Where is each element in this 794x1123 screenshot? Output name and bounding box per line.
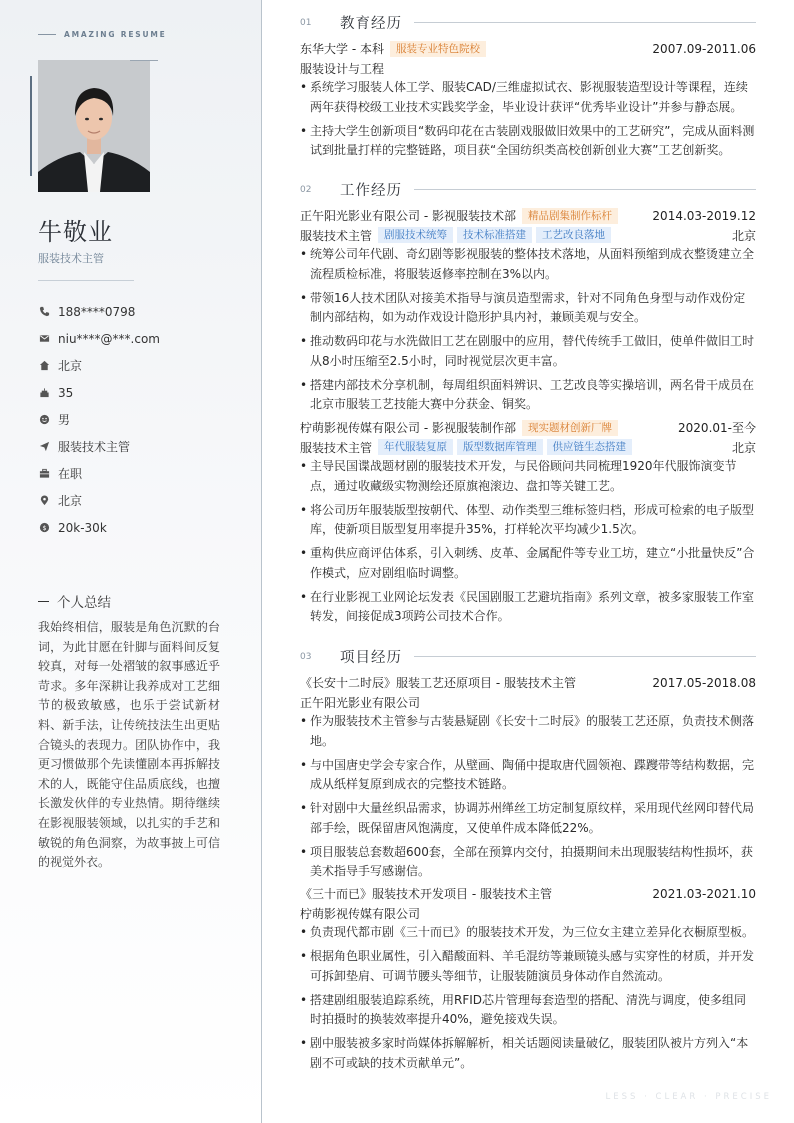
project-date: 2017.05-2018.08 (652, 675, 756, 690)
section-education-heading (300, 12, 756, 33)
list-item: • 剧中服装被多家时尚媒体拆解解析，相关话题阅读量破亿，服装团队被片方列入“本剧不可或缺的技术贡献单元”。 (300, 1034, 756, 1073)
work-role-row (300, 438, 756, 458)
work-header-row (300, 206, 756, 226)
photo-accent-bar (30, 76, 32, 176)
info-hometown (38, 352, 160, 379)
phone-icon (38, 306, 50, 318)
project-bullets (300, 712, 756, 882)
section-rule (414, 22, 756, 23)
work-date: 2014.03-2019.12 (652, 208, 756, 223)
education-entry (300, 39, 756, 165)
location-pin-icon (38, 495, 50, 507)
project-name: 《长安十二时辰》服装工艺还原项目 - 服装技术主管 (300, 676, 576, 691)
cake-icon (38, 387, 50, 399)
work-bullets (300, 457, 756, 627)
send-icon (38, 441, 50, 453)
profile-photo (38, 60, 150, 192)
list-item: • 将公司历年服装版型按朝代、体型、动作类型三维标签归档，形成可检索的电子版型库，使新项目版型复用率提升35%，打样轮次平均减少1.5次。 (300, 501, 756, 540)
project-company: 正午阳光影业有限公司 (300, 695, 421, 710)
work-header-row (300, 418, 756, 438)
list-item: • 主导民国谍战题材剧的服装技术开发，与民俗顾问共同梳理1920年代服饰演变节点，通过收藏级实物测绘还原旗袍滚边、盘扣等关键工艺。 (300, 457, 756, 496)
project-header-row (300, 673, 756, 693)
project-company: 柠萌影视传媒有限公司 (300, 906, 421, 921)
gender-icon (38, 414, 50, 426)
info-status-text: 在职 (58, 467, 83, 481)
brand-line (38, 34, 56, 35)
work-company-tag: 精品剧集制作标杆 (522, 208, 618, 224)
info-position (38, 433, 160, 460)
section-title: 教育经历 (340, 16, 402, 32)
briefcase-icon (38, 468, 50, 480)
section-number: 01 (300, 17, 312, 28)
list-item: • 根据角色职业属性，引入醋酸面料、羊毛混纺等兼顾镜头感与实穿性的材质，并开发可拆卸垫肩、可调节腰头等细节，让服装随演员身体动作自然流动。 (300, 947, 756, 986)
home-icon (38, 360, 50, 372)
avatar (38, 60, 150, 192)
education-school: 东华大学 - 本科 (300, 42, 384, 57)
work-entry-1 (300, 206, 756, 419)
work-role-tag: 版型数据库管理 (457, 439, 543, 455)
list-item: • 系统学习服装人体工学、服装CAD/三维虚拟试衣、影视服装造型设计等课程，连续两年获得校级工业技术实践奖学金，毕业设计获评“优秀毕业设计”并参与静态展。 (300, 78, 756, 117)
info-position-text: 服装技术主管 (58, 440, 131, 454)
info-age (38, 379, 160, 406)
summary-text: 我始终相信，服装是角色沉默的台词，为此甘愿在针脚与面料间反复较真，对每一处褶皱的叙事感近乎苛求。多年深耕让我养成对工艺细节的极致敏感，也乐于尝试新材料、新手法，让传统技法生出更贴合镜头的表现力。团队协作中，我更习惯做那个先读懂剧本再拆解技术的人，既能守住品质底线，也擅长激发伙伴的专业热情。期待继续在影视服装领域，以扎实的手艺和敏锐的角色洞察，为故事披上可信的视觉外衣。 (38, 620, 220, 870)
education-bullets (300, 78, 756, 161)
work-city: 北京 (731, 440, 756, 455)
list-item: • 搭建内部技术分享机制，每周组织面料辨识、工艺改良等实操培训，两名骨干成员在北京市服装工艺技能大赛中分获金、铜奖。 (300, 376, 756, 415)
work-role: 服装技术主管 (300, 228, 373, 243)
info-email-text: niu****@***.com (58, 331, 160, 346)
project-header-row (300, 884, 756, 904)
education-major-row (300, 59, 756, 79)
list-item: • 推动数码印花与水洗做旧工艺在剧服中的应用，替代传统手工做旧，使单件做旧工时从8小时压缩至2.5小时，同时视觉层次更丰富。 (300, 332, 756, 371)
info-status (38, 460, 160, 487)
salary-icon (38, 522, 50, 534)
section-number: 02 (300, 184, 312, 195)
summary-heading-label: 个人总结 (57, 595, 111, 611)
info-hometown-text: 北京 (58, 359, 83, 373)
summary-dash (38, 601, 49, 602)
education-tag: 服装专业特色院校 (390, 41, 486, 57)
summary-heading (38, 591, 111, 611)
list-item: • 作为服装技术主管参与古装悬疑剧《长安十二时辰》的服装工艺还原，负责技术侧落地。 (300, 712, 756, 751)
info-gender-text: 男 (58, 413, 71, 427)
list-item: • 统筹公司年代剧、奇幻剧等影视服装的整体技术落地，从面料预缩到成衣整烫建立全流程质检标准，将服装返修率控制在3%以内。 (300, 245, 756, 284)
info-phone (38, 298, 160, 325)
footer-tagline: LESS · CLEAR · PRECISE (605, 1092, 772, 1102)
info-age-text: 35 (58, 385, 74, 400)
work-role-tag: 工艺改良落地 (536, 227, 611, 243)
section-title: 项目经历 (340, 650, 402, 666)
work-role-tag: 年代服装复原 (378, 439, 453, 455)
work-date: 2020.01-至今 (678, 421, 756, 436)
info-phone-text: 188****0798 (58, 304, 136, 319)
section-projects-heading (300, 646, 756, 667)
work-role-tag: 剧服技术统筹 (378, 227, 453, 243)
info-location (38, 487, 160, 514)
list-item: • 负责现代都市剧《三十而已》的服装技术开发，为三位女主建立差异化衣橱原型板。 (300, 923, 756, 943)
section-rule (414, 189, 756, 190)
work-role-tag: 供应链生态搭建 (547, 439, 633, 455)
column-divider (261, 0, 262, 1123)
section-work-heading (300, 179, 756, 200)
work-company: 柠萌影视传媒有限公司 - 影视服装制作部 (300, 421, 516, 436)
list-item: • 带领16人技术团队对接美术指导与演员造型需求，针对不同角色身型与动作戏份定制内部结构，如为动作戏设计隐形护具内衬，兼顾美观与安全。 (300, 289, 756, 328)
list-item: • 在行业影视工业网论坛发表《民国剧服工艺避坑指南》系列文章，被多家服装工作室转发，间接促成3项跨公司技术合作。 (300, 588, 756, 627)
project-company-row (300, 904, 756, 924)
list-item: • 搭建剧组服装追踪系统，用RFID芯片管理每套造型的搭配、清洗与调度，使多组同时拍摄时的换装效率提升40%，避免接戏失误。 (300, 991, 756, 1030)
project-name: 《三十而已》服装技术开发项目 - 服装技术主管 (300, 887, 552, 902)
section-title: 工作经历 (340, 183, 402, 199)
project-entry-2 (300, 884, 756, 1078)
photo-top-line (130, 60, 158, 61)
work-entry-2 (300, 418, 756, 631)
work-company: 正午阳光影业有限公司 - 影视服装技术部 (300, 209, 516, 224)
work-role-row (300, 226, 756, 246)
brand (38, 30, 167, 39)
project-date: 2021.03-2021.10 (652, 886, 756, 901)
education-date: 2007.09-2011.06 (652, 41, 756, 56)
mail-icon (38, 333, 50, 345)
section-rule (414, 656, 756, 657)
info-email (38, 325, 160, 352)
list-item: • 项目服装总套数超600套，全部在预算内交付，拍摄期间未出现服装结构性损坏，获美术指导手写感谢信。 (300, 843, 756, 882)
education-major: 服装设计与工程 (300, 61, 385, 76)
contact-info (38, 298, 160, 541)
project-entry-1 (300, 673, 756, 886)
brand-label: AMAZING RESUME (64, 30, 167, 39)
project-company-row (300, 693, 756, 713)
work-role-tag: 技术标准搭建 (457, 227, 532, 243)
profile-name: 牛敬业 (38, 218, 113, 246)
svg-text:$: $ (41, 523, 47, 532)
list-item: • 与中国唐史学会专家合作，从壁画、陶俑中提取唐代圆领袍、蹀躞带等结构数据，完成从纸样复原到成衣的完整技术链路。 (300, 756, 756, 795)
info-gender (38, 406, 160, 433)
work-company-tag: 现实题材创新厂牌 (522, 420, 618, 436)
work-city: 北京 (731, 228, 756, 243)
profile-title: 服装技术主管 (38, 252, 104, 265)
list-item: • 重构供应商评估体系，引入刺绣、皮革、金属配件等专业工坊，建立“小批量快反”合作模式，应对剧组临时调整。 (300, 544, 756, 583)
title-divider (38, 280, 134, 281)
project-bullets (300, 923, 756, 1073)
work-role: 服装技术主管 (300, 440, 373, 455)
info-salary (38, 514, 160, 541)
education-header-row (300, 39, 756, 59)
info-location-text: 北京 (58, 494, 83, 508)
work-bullets (300, 245, 756, 415)
section-number: 03 (300, 651, 312, 662)
list-item: • 主持大学生创新项目“数码印花在古装剧戏服做旧效果中的工艺研究”，完成从面料测试到批量打样的完整链路，项目获“全国纺织类高校创新创业大赛”工艺创新奖。 (300, 122, 756, 161)
info-salary-text: 20k-30k (58, 520, 107, 535)
list-item: • 针对剧中大量丝织品需求，协调苏州缂丝工坊定制复原纹样，采用现代丝网印替代局部手绘，既保留唐风饱满度，又使单件成本降低22%。 (300, 799, 756, 838)
